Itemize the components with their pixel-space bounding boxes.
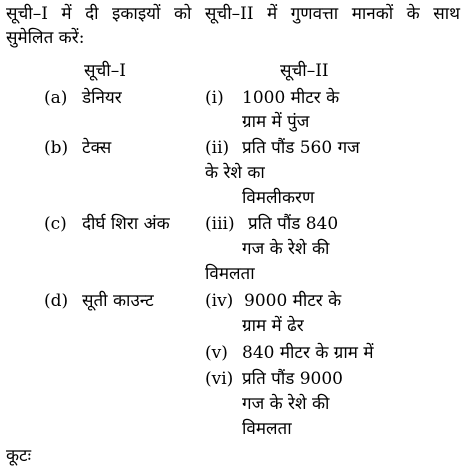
list2-ii-line3: विमलीकरण (242, 188, 315, 208)
list2-iii-line2: गज के रेशे की (242, 239, 330, 259)
list2-vi-line1: प्रति पौंड 9000 (242, 369, 343, 389)
list2-iv-line2: ग्राम में ढेर (242, 316, 304, 336)
list2-ii-label: (ii) (205, 138, 230, 158)
list2-iii-label: (iii) (205, 214, 235, 234)
list2-iv-label: (iv) (205, 291, 234, 311)
list1-b-label: (b) (44, 138, 69, 158)
list1-b-text: टेक्स (82, 138, 112, 158)
list1-d-text: सूती काउन्ट (82, 291, 154, 311)
list2-vi-line3: विमलता (242, 419, 292, 439)
list1-header: सूची–I (84, 61, 126, 81)
list2-i-label: (i) (205, 88, 224, 108)
list2-v-label: (v) (205, 343, 228, 363)
question-stem-line-1: सूची–I में दी इकाइयों को सूची–II में गुणवत्ता मानकों के साथ (6, 4, 460, 24)
list2-v-line1: 840 मीटर के ग्राम में (242, 343, 374, 363)
list1-c-text: दीर्घ शिरा अंक (82, 214, 170, 234)
list2-iv-line1: 9000 मीटर के (244, 291, 342, 311)
list2-vi-label: (vi) (205, 369, 234, 389)
list2-i-line2: ग्राम में पुंज (242, 112, 310, 132)
list2-i-line1: 1000 मीटर के (242, 88, 340, 108)
question-stem-line-2: सुमेलित करें: (6, 28, 85, 48)
list2-vi-line2: गज के रेशे की (242, 394, 330, 414)
list2-iii-line3: विमलता (205, 264, 255, 284)
list2-ii-line2: के रेशे का (205, 163, 265, 183)
codes-label: कूटः (6, 446, 32, 466)
list1-d-label: (d) (44, 291, 69, 311)
list2-iii-line1: प्रति पौंड 840 (248, 214, 339, 234)
list1-c-label: (c) (44, 214, 67, 234)
list1-a-text: डेनियर (82, 88, 122, 108)
list2-header: सूची–II (280, 61, 329, 81)
question-stem (6, 2, 460, 50)
list1-a-label: (a) (44, 88, 68, 108)
list2-ii-line1: प्रति पौंड 560 गज (242, 138, 360, 158)
